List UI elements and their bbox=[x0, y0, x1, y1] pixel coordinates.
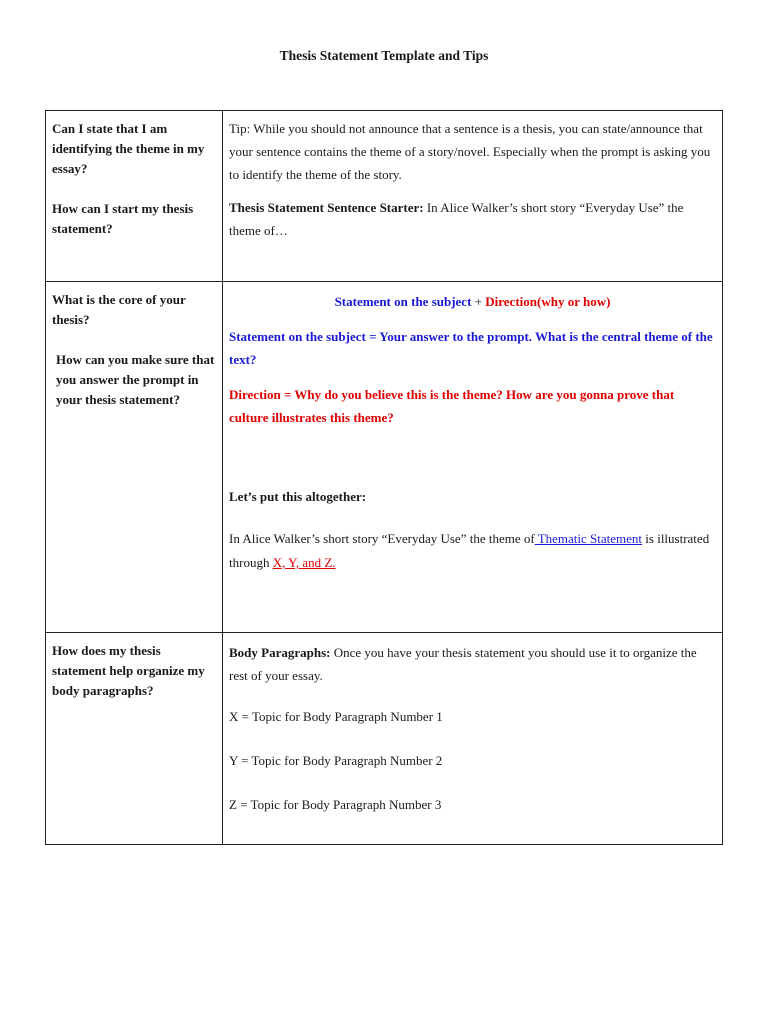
body-text: Once you have your thesis statement you should use it to organize the rest of your essay. bbox=[229, 645, 697, 683]
starter-label: Thesis Statement Sentence Starter: bbox=[229, 200, 424, 215]
starter-text: In Alice Walker’s short story “Everyday Use” the theme of… bbox=[229, 200, 684, 238]
tip-text: Tip: While you should not announce that a sentence is a thesis, you can state/announce that your sentence contains the theme of a story/novel. Especially when the prompt is asking you to identify the theme of the story. bbox=[229, 121, 711, 182]
formula-direction: Direction(why or how) bbox=[485, 294, 611, 309]
body-label: Body Paragraphs: bbox=[229, 645, 331, 660]
example-text: is illustrated through bbox=[229, 531, 710, 570]
answer-cell bbox=[223, 111, 723, 282]
question-cell bbox=[46, 633, 223, 845]
formula-subject: Statement on the subject bbox=[334, 294, 472, 309]
answer-cell bbox=[223, 633, 723, 845]
question-text: How does my thesis statement help organize my body paragraphs? bbox=[52, 643, 205, 698]
table-row bbox=[46, 633, 723, 845]
question-text: How can I start my thesis statement? bbox=[52, 201, 194, 236]
question-cell bbox=[46, 111, 223, 282]
topic-y: Y = Topic for Body Paragraph Number 2 bbox=[229, 753, 443, 768]
example-text: In Alice Walker’s short story “Everyday Use” the theme of bbox=[229, 531, 535, 546]
topic-x: X = Topic for Body Paragraph Number 1 bbox=[229, 709, 443, 724]
thematic-statement-link[interactable]: Thematic Statement bbox=[534, 531, 643, 546]
formula-plus: + bbox=[471, 294, 486, 309]
table-row bbox=[46, 282, 723, 633]
xyz-link[interactable]: X, Y, and Z. bbox=[272, 555, 336, 570]
question-text: What is the core of your thesis? bbox=[52, 292, 186, 327]
question-cell bbox=[46, 282, 223, 633]
topic-z: Z = Topic for Body Paragraph Number 3 bbox=[229, 797, 442, 812]
question-text: How can you make sure that you answer the prompt in your thesis statement? bbox=[56, 352, 215, 407]
together-label: Let’s put this altogether: bbox=[229, 489, 367, 504]
subject-definition: Statement on the subject = Your answer to the prompt. What is the central theme of the text? bbox=[229, 329, 713, 367]
thesis-tips-table bbox=[45, 110, 723, 845]
table-row bbox=[46, 111, 723, 282]
page-title: Thesis Statement Template and Tips bbox=[279, 48, 489, 63]
question-text: Can I state that I am identifying the theme in my essay? bbox=[52, 121, 205, 176]
direction-definition: Direction = Why do you believe this is the theme? How are you gonna prove that culture illustrates this theme? bbox=[229, 387, 675, 425]
answer-cell bbox=[223, 282, 723, 633]
